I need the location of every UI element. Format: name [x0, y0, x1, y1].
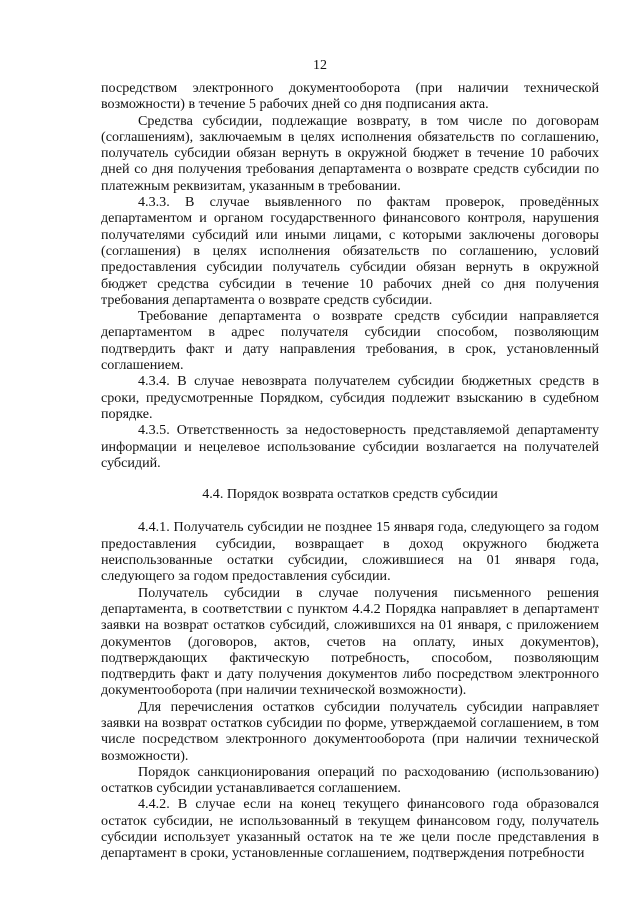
document-body	[101, 80, 599, 862]
paragraph-refund-request: Требование департамента о возврате средств субсидии направляется департаментом в адрес получателя субсидии способом, позволяющим подтвердить факт и дату направления требования, в срок, установленный соглашением.	[101, 308, 599, 374]
paragraph-4-3-5: 4.3.5. Ответственность за недостоверность представляемой департаменту информации и нецелевое использование субсидии возлагается на получателей субсидий.	[101, 422, 599, 471]
paragraph-written-decision: Получатель субсидии в случае получения письменного решения департамента, в соответствии с пунктом 4.4.2 Порядка направляет в департамент заявки на возврат остатков субсидий, сложившихся на 01 января, с приложением документов (договоров, актов, счетов на оплату, иных документов), подтверждающих фактическую потребность, способом, позволяющим подтвердить факт и дату получения документов либо посредством электронного документооборота (при наличии технической возможности).	[101, 584, 599, 699]
section-heading: 4.4. Порядок возврата остатков средств субсидии	[202, 486, 498, 503]
paragraph-4-4-2: 4.4.2. В случае если на конец текущего финансового года образовался остаток субсидии, не использованный в текущем финансовом году, получатель субсидии использует указанный остаток на те же цели после представления в департамент в сроки, установленные соглашением, подтверждения потребности	[101, 796, 599, 862]
paragraph-authorization-procedure: Порядок санкционирования операций по расходованию (использованию) остатков субсидии устанавливается соглашением.	[101, 763, 599, 797]
page-number: 12	[313, 58, 327, 73]
paragraph-continuation: посредством электронного документооборота (при наличии технической возможности) в течение 5 рабочих дней со дня подписания акта.	[101, 80, 599, 113]
paragraph-transfer-requests: Для перечисления остатков субсидии получатель субсидии направляет заявки на возврат остатков субсидии по форме, утверждаемой соглашением, в том числе посредством электронного документооборота (при наличии технической возможности).	[101, 698, 599, 764]
paragraph-4-4-1: 4.4.1. Получатель субсидии не позднее 15 января года, следующего за годом предоставления субсидии, возвращает в доход окружного бюджета неиспользованные остатки субсидии, сложившиеся на 01 января года, следующего за годом предоставления субсидии.	[101, 519, 599, 585]
paragraph-refund-obligation: Средства субсидии, подлежащие возврату, в том числе по договорам (соглашениям), заключаемым в целях исполнения обязательств по соглашению, получатель субсидии обязан вернуть в окружной бюджет в течение 10 рабочих дней со дня получения требования департамента о возврате средств субсидии по платежным реквизитам, указанным в требовании.	[101, 112, 599, 194]
paragraph-4-3-4: 4.3.4. В случае невозврата получателем субсидии бюджетных средств в сроки, предусмотренные Порядком, субсидия подлежит взысканию в судебном порядке.	[101, 373, 599, 422]
paragraph-4-3-3: 4.3.3. В случае выявленного по фактам проверок, проведённых департаментом и органом государственного финансового контроля, нарушения получателями субсидий или иными лицами, с которыми заключены договоры (соглашения) в целях исполнения обязательств по соглашению, условий предоставления субсидии получатель субсидии обязан вернуть в окружной бюджет средства субсидии в течение 10 рабочих дней со дня получения требования департамента о возврате средств субсидии.	[101, 194, 599, 308]
